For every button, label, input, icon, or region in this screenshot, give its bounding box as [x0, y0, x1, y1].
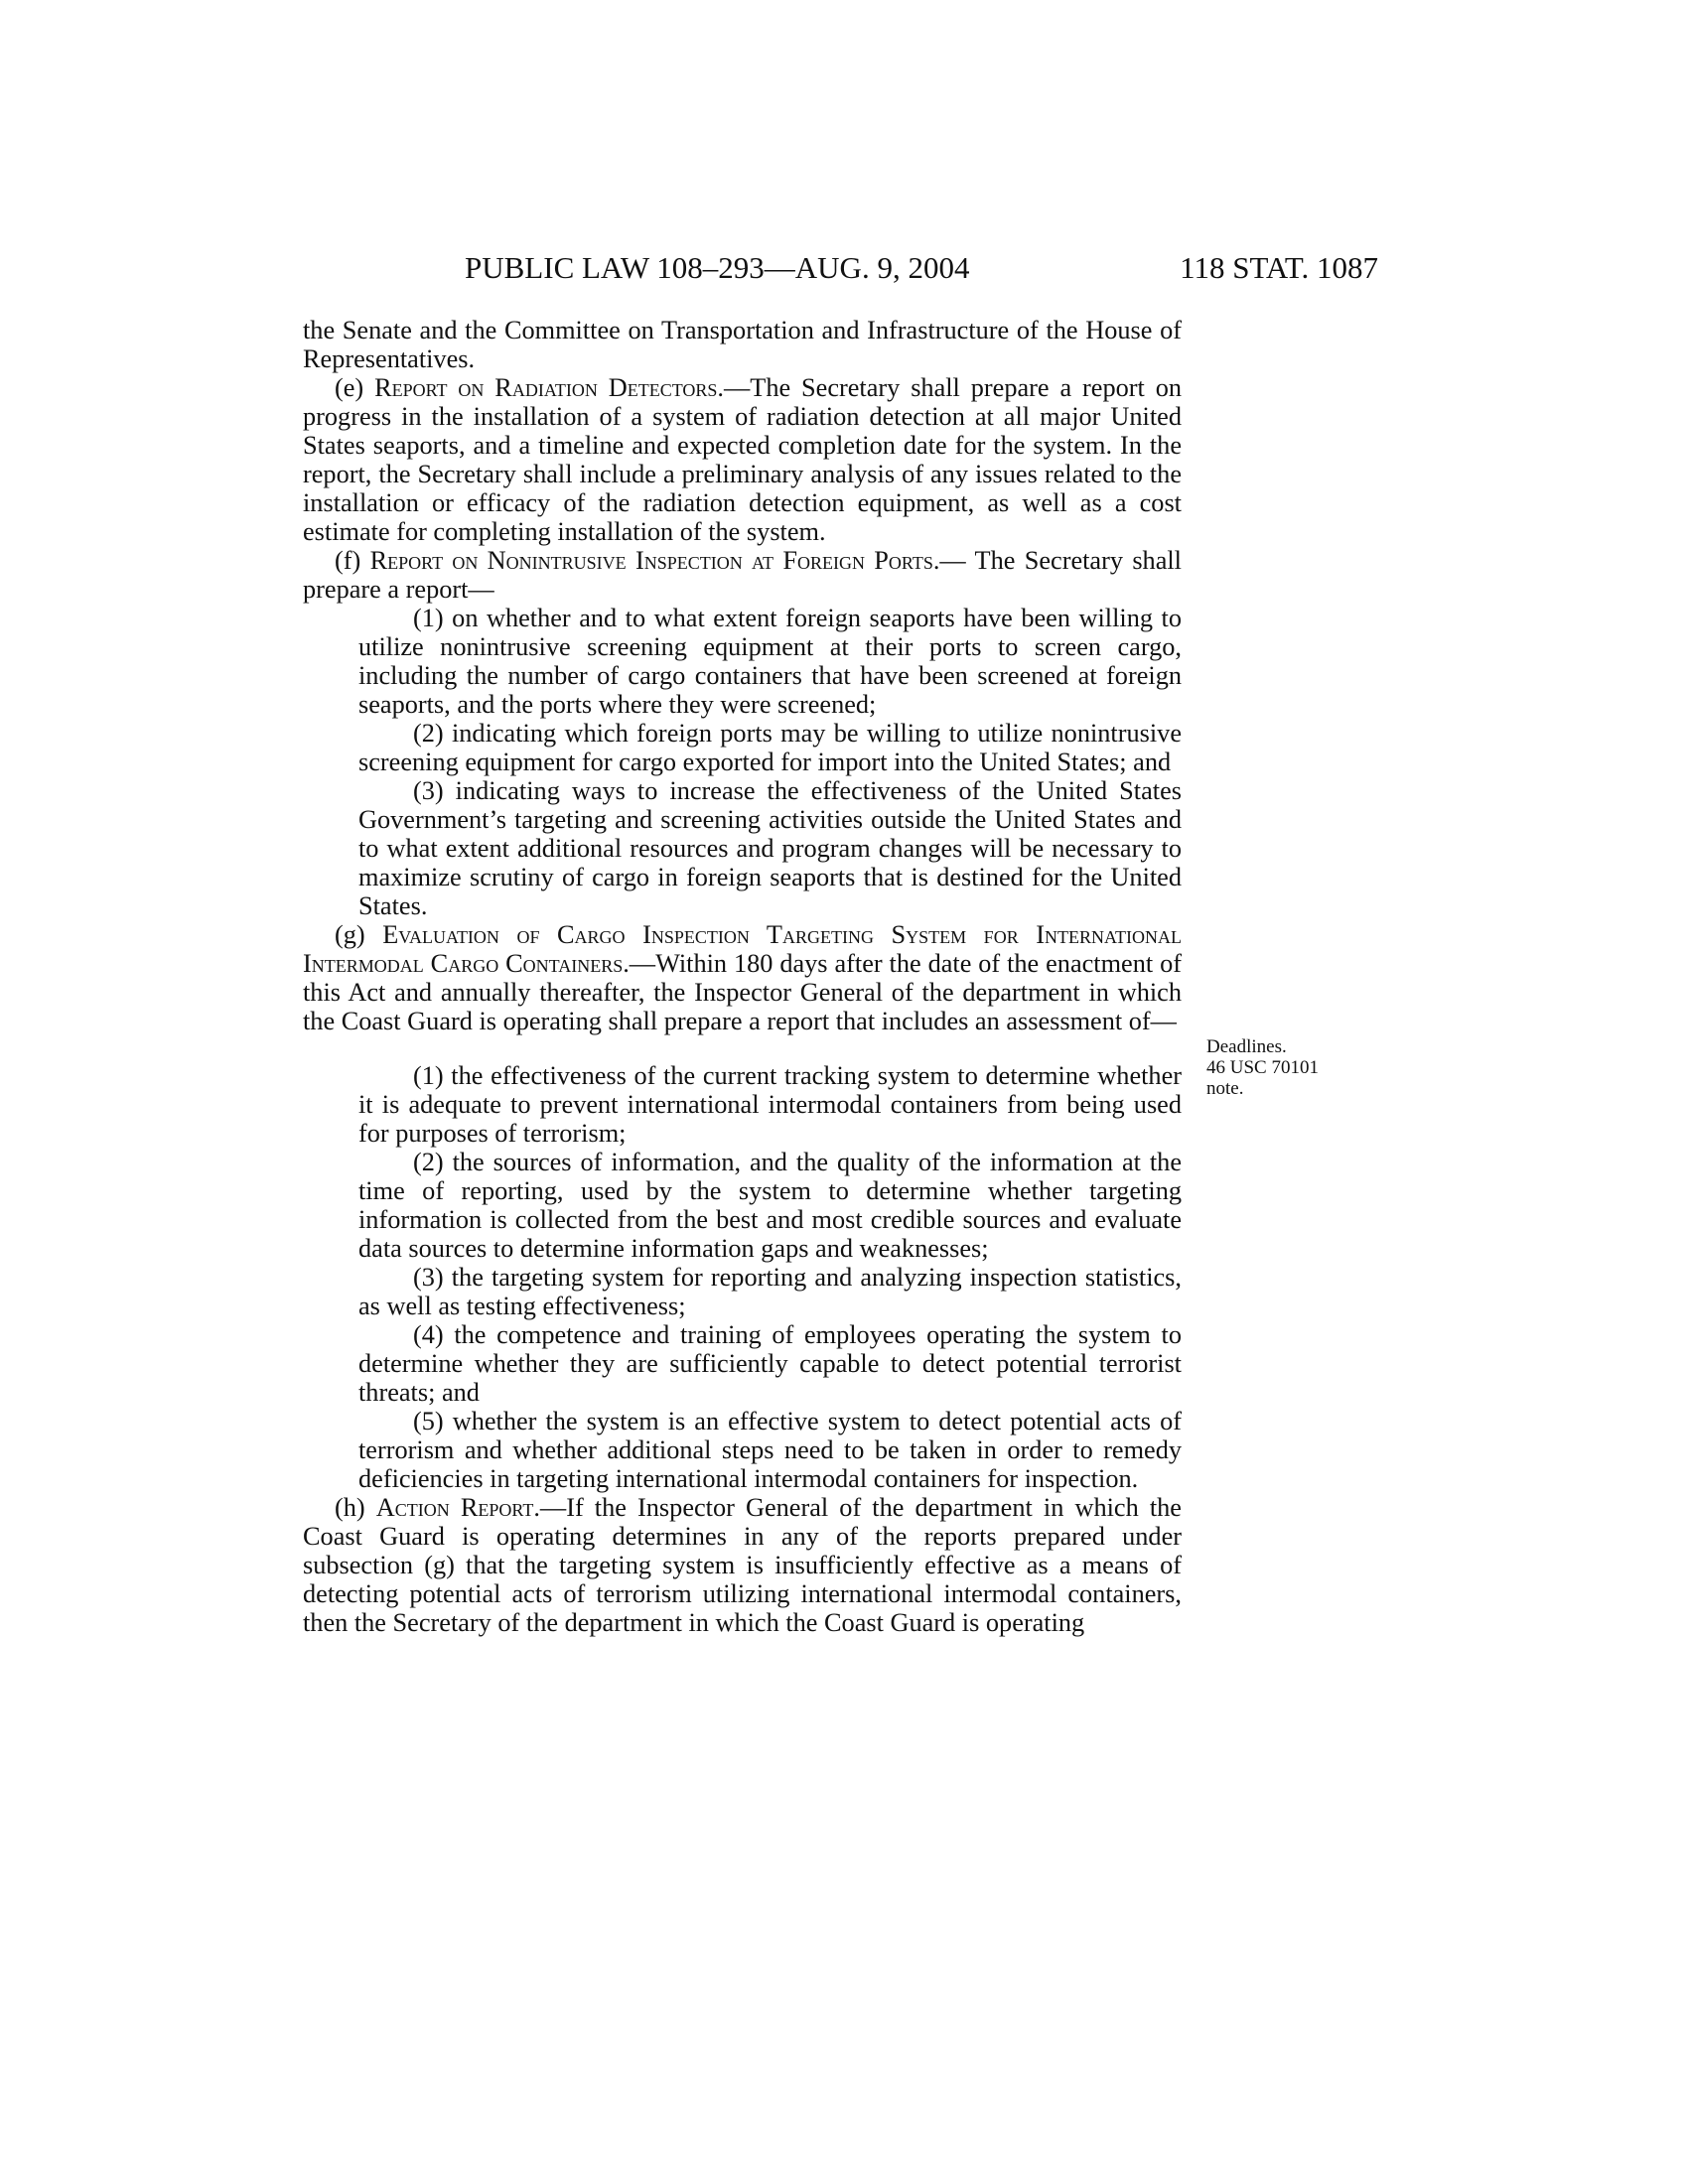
paragraph-gap [303, 1035, 1182, 1061]
subsection-f [303, 546, 1182, 604]
subsection-g-heading: Evaluation of Cargo Inspection Targeting System for International Intermodal Cargo Containers. [303, 920, 1182, 978]
subsection-g-label: (g) [335, 920, 383, 949]
margin-note-usc: 46 USC 70101 [1206, 1057, 1319, 1078]
subsection-h-heading: Action Report. [375, 1493, 540, 1522]
subsection-h-label: (h) [335, 1493, 376, 1522]
statute-page-number: 118 STAT. 1087 [1180, 250, 1378, 285]
subsection-f-item-1: (1) on whether and to what extent foreign seaports have been willing to utilize nonintrusive screening equipment at their ports to screen cargo, including the number of cargo containers that have been screened at foreign seaports, and the ports where they were screened; [358, 604, 1182, 719]
subsection-e [303, 373, 1182, 546]
subsection-g-item-5: (5) whether the system is an effective system to detect potential acts of terrorism and whether additional steps need to be taken in order to remedy deficiencies in targeting international intermodal containers for inspection. [358, 1407, 1182, 1493]
subsection-g-item-3: (3) the targeting system for reporting and analyzing inspection statistics, as well as testing effectiveness; [358, 1263, 1182, 1320]
subsection-g-text: —Within 180 days after the date of the enactment of this Act and annually thereafter, the Inspector General of the department in which the Coast Guard is operating shall prepare a report that includes an assessment of— [303, 949, 1182, 1035]
subsection-g-item-4: (4) the competence and training of employees operating the system to determine whether they are sufficiently capable to detect potential terrorist threats; and [358, 1320, 1182, 1407]
margin-note-deadlines: Deadlines. [1206, 1036, 1287, 1057]
subsection-g [303, 920, 1182, 1035]
public-law-citation: PUBLIC LAW 108–293—AUG. 9, 2004 [465, 250, 970, 285]
running-header [465, 250, 1378, 290]
subsection-f-item-2: (2) indicating which foreign ports may be willing to utilize nonintrusive screening equipment for cargo exported for import into the United States; and [358, 719, 1182, 776]
margin-note [1206, 1036, 1365, 1099]
paragraph-continuation: the Senate and the Committee on Transportation and Infrastructure of the House of Representatives. [303, 316, 1182, 373]
subsection-e-label: (e) [335, 373, 375, 402]
subsection-e-text: —The Secretary shall prepare a report on progress in the installation of a system of radiation detection at all major United States seaports, and a timeline and expected completion date for the system. In the report, the Secretary shall include a preliminary analysis of any issues related to the installation or efficacy of the radiation detection equipment, as well as a cost estimate for completing installation of the system. [303, 373, 1182, 546]
subsection-g-item-2: (2) the sources of information, and the quality of the information at the time of reporting, used by the system to determine whether targeting information is collected from the best and most credible sources and evaluate data sources to determine information gaps and weaknesses; [358, 1148, 1182, 1263]
subsection-e-heading: Report on Radiation Detectors. [374, 373, 724, 402]
subsection-h [303, 1493, 1182, 1637]
subsection-f-item-3: (3) indicating ways to increase the effectiveness of the United States Government’s targeting and screening activities outside the United States and to what extent additional resources and program changes will be necessary to maximize scrutiny of cargo in foreign seaports that is destined for the United States. [358, 776, 1182, 920]
subsection-h-text: —If the Inspector General of the department in which the Coast Guard is operating determines in any of the reports prepared under subsection (g) that the targeting system is insufficiently effective as a means of detecting potential acts of terrorism utilizing international intermodal containers, then the Secretary of the department in which the Coast Guard is operating [303, 1493, 1182, 1637]
subsection-f-label: (f) [335, 546, 370, 575]
subsection-f-text: — The Secretary shall prepare a report— [303, 546, 1182, 604]
margin-note-note: note. [1206, 1078, 1244, 1099]
subsection-g-item-1: (1) the effectiveness of the current tracking system to determine whether it is adequate to prevent international intermodal containers from being used for purposes of terrorism; [358, 1061, 1182, 1148]
statute-body [303, 316, 1182, 1637]
subsection-f-heading: Report on Nonintrusive Inspection at Foreign Ports. [369, 546, 940, 575]
